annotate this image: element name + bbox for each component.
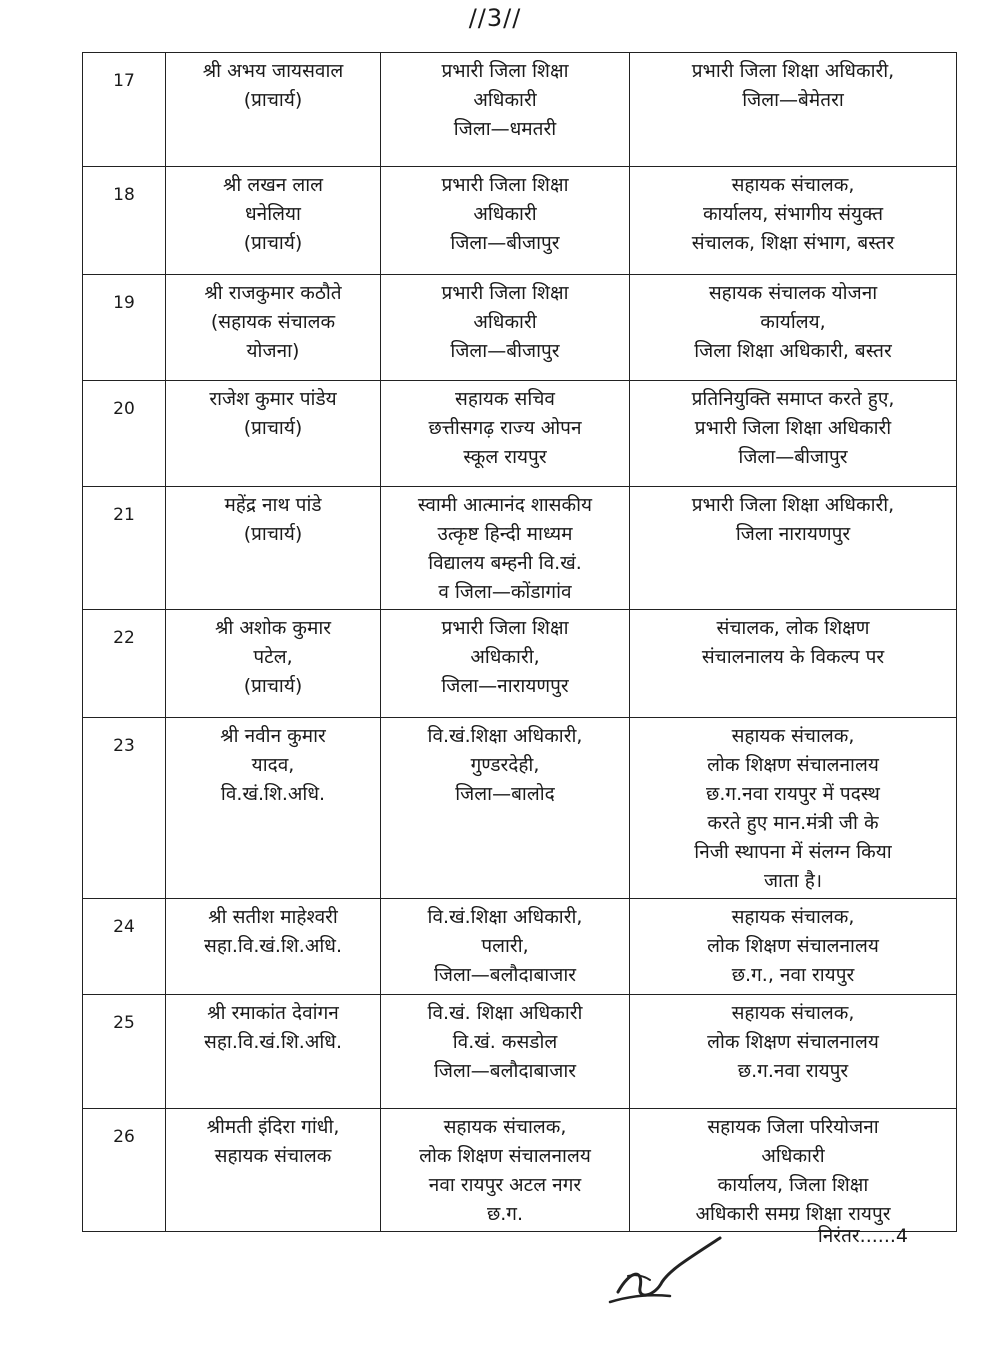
serial-number-cell: 26	[83, 1109, 166, 1232]
current-post-cell-line: पलारी,	[481, 935, 529, 957]
new-post-cell-line: कार्यालय, संभागीय संयुक्त	[702, 203, 884, 225]
new-post-cell-line: संचालक, शिक्षा संभाग, बस्तर	[691, 232, 895, 254]
current-post-cell	[381, 167, 630, 275]
new-post-cell-line: लोक शिक्षण संचालनालय	[707, 754, 879, 776]
current-post-cell-line: जिला—बालोद	[455, 783, 555, 805]
current-post-cell-line: अधिकारी	[473, 311, 537, 333]
new-post-cell	[630, 899, 957, 995]
new-post-cell-line: छ.ग.नवा रायपुर	[737, 1060, 849, 1082]
current-post-cell-line: प्रभारी जिला शिक्षा	[441, 174, 569, 196]
current-post-cell	[381, 381, 630, 487]
officer-name-cell-line: यादव,	[251, 754, 295, 776]
new-post-cell-line: लोक शिक्षण संचालनालय	[707, 1031, 879, 1053]
current-post-cell-line: अधिकारी,	[470, 646, 540, 668]
current-post-cell-line: छत्तीसगढ़ राज्य ओपन	[428, 417, 582, 439]
officer-name-cell-line: श्रीमती इंदिरा गांधी,	[206, 1116, 340, 1138]
current-post-cell-line: गुण्डरदेही,	[470, 754, 540, 776]
current-post-cell	[381, 995, 630, 1109]
current-post-cell-line: अधिकारी	[473, 89, 537, 111]
officer-name-cell-line: वि.खं.शि.अधि.	[220, 783, 326, 805]
new-post-cell-line: अधिकारी समग्र शिक्षा रायपुर	[695, 1203, 891, 1225]
current-post-cell-line: जिला—बीजापुर	[450, 340, 560, 362]
officer-name-cell-line: श्री सतीश माहेश्वरी	[208, 906, 338, 928]
table-row	[83, 381, 957, 487]
serial-number-cell: 25	[83, 995, 166, 1109]
table-body	[83, 53, 957, 1232]
current-post-cell-line: अधिकारी	[473, 203, 537, 225]
officer-name-cell-line: सहा.वि.खं.शि.अधि.	[203, 1031, 343, 1053]
officer-name-cell-line: राजेश कुमार पांडेय	[209, 388, 337, 410]
current-post-cell-line: उत्कृष्ट हिन्दी माध्यम	[437, 523, 573, 545]
new-post-cell-line: कार्यालय, जिला शिक्षा	[717, 1174, 869, 1196]
new-post-cell-line: छ.ग.नवा रायपुर में पदस्थ	[706, 783, 880, 805]
new-post-cell-line: प्रभारी जिला शिक्षा अधिकारी,	[691, 60, 895, 82]
new-post-cell-line: सहायक संचालक योजना	[708, 282, 878, 304]
officer-name-cell-line: सहायक संचालक	[214, 1145, 332, 1167]
current-post-cell-line: जिला—धमतरी	[453, 118, 557, 140]
current-post-cell-line: वि.खं.शिक्षा अधिकारी,	[427, 906, 583, 928]
officer-name-cell-line: श्री अभय जायसवाल	[202, 60, 344, 82]
new-post-cell	[630, 487, 957, 610]
current-post-cell-line: जिला—बलौदाबाजार	[433, 964, 577, 986]
table-row	[83, 995, 957, 1109]
table-row	[83, 53, 957, 167]
officer-name-cell-line: श्री नवीन कुमार	[220, 725, 326, 747]
current-post-cell-line: जिला—बीजापुर	[450, 232, 560, 254]
officer-name-cell	[166, 899, 381, 995]
current-post-cell-line: स्वामी आत्मानंद शासकीय	[417, 494, 593, 516]
current-post-cell	[381, 487, 630, 610]
new-post-cell-line: जिला—बीजापुर	[738, 446, 848, 468]
current-post-cell	[381, 53, 630, 167]
new-post-cell-line: संचालक, लोक शिक्षण	[716, 617, 870, 639]
officer-name-cell-line: योजना)	[246, 340, 300, 362]
new-post-cell-line: जिला—बेमेतरा	[742, 89, 844, 111]
officer-name-cell-line: महेंद्र नाथ पांडे	[224, 494, 322, 516]
serial-number-cell: 18	[83, 167, 166, 275]
table-row	[83, 275, 957, 381]
current-post-cell	[381, 899, 630, 995]
officer-name-cell-line: पटेल,	[253, 646, 293, 668]
transfer-table	[82, 52, 957, 1232]
officer-name-cell-line: (प्राचार्य)	[243, 675, 303, 697]
current-post-cell	[381, 275, 630, 381]
new-post-cell-line: लोक शिक्षण संचालनालय	[707, 935, 879, 957]
officer-name-cell-line: सहा.वि.खं.शि.अधि.	[203, 935, 343, 957]
officer-name-cell-line: (प्राचार्य)	[243, 232, 303, 254]
current-post-cell-line: सहायक संचालक,	[443, 1116, 567, 1138]
officer-name-cell-line: श्री राजकुमार कठौते	[204, 282, 342, 304]
new-post-cell	[630, 275, 957, 381]
serial-number-cell: 24	[83, 899, 166, 995]
serial-number-cell: 23	[83, 718, 166, 899]
serial-number-cell: 21	[83, 487, 166, 610]
new-post-cell-line: करते हुए मान.मंत्री जी के	[707, 812, 879, 834]
new-post-cell	[630, 1109, 957, 1232]
officer-name-cell	[166, 610, 381, 718]
officer-name-cell-line: (प्राचार्य)	[243, 523, 303, 545]
officer-name-cell	[166, 995, 381, 1109]
new-post-cell-line: सहायक जिला परियोजना	[707, 1116, 879, 1138]
new-post-cell-line: संचालनालय के विकल्प पर	[701, 646, 885, 668]
new-post-cell-line: प्रभारी जिला शिक्षा अधिकारी	[694, 417, 892, 439]
current-post-cell-line: व जिला—कोंडागांव	[438, 581, 572, 603]
officer-name-cell-line: श्री रमाकांत देवांगन	[207, 1002, 339, 1024]
new-post-cell-line: प्रतिनियुक्ति समाप्त करते हुए,	[691, 388, 895, 410]
continued-note: निरंतर......4	[817, 1225, 908, 1247]
new-post-cell-line: अधिकारी	[761, 1145, 825, 1167]
new-post-cell-line: सहायक संचालक,	[731, 174, 855, 196]
serial-number-cell: 20	[83, 381, 166, 487]
table-row	[83, 167, 957, 275]
current-post-cell-line: जिला—नारायणपुर	[441, 675, 569, 697]
current-post-cell-line: छ.ग.	[486, 1203, 524, 1225]
current-post-cell-line: प्रभारी जिला शिक्षा	[441, 60, 569, 82]
current-post-cell-line: वि.खं.शिक्षा अधिकारी,	[427, 725, 583, 747]
table-row	[83, 1109, 957, 1232]
officer-name-cell	[166, 381, 381, 487]
new-post-cell-line: जिला शिक्षा अधिकारी, बस्तर	[694, 340, 892, 362]
officer-name-cell-line: श्री लखन लाल	[222, 174, 324, 196]
current-post-cell-line: वि.खं. शिक्षा अधिकारी	[427, 1002, 583, 1024]
current-post-cell-line: नवा रायपुर अटल नगर	[428, 1174, 582, 1196]
current-post-cell-line: स्कूल रायपुर	[463, 446, 547, 468]
officer-name-cell	[166, 167, 381, 275]
current-post-cell-line: वि.खं. कसडोल	[452, 1031, 558, 1053]
officer-name-cell	[166, 718, 381, 899]
current-post-cell-line: विद्यालय बम्हनी वि.खं.	[428, 552, 582, 574]
officer-name-cell-line: (प्राचार्य)	[243, 417, 303, 439]
serial-number-cell: 19	[83, 275, 166, 381]
officer-name-cell	[166, 1109, 381, 1232]
current-post-cell-line: प्रभारी जिला शिक्षा	[441, 617, 569, 639]
new-post-cell	[630, 381, 957, 487]
table-row	[83, 610, 957, 718]
current-post-cell-line: लोक शिक्षण संचालनालय	[419, 1145, 591, 1167]
new-post-cell-line: निजी स्थापना में संलग्न किया	[694, 841, 892, 863]
serial-number-cell: 22	[83, 610, 166, 718]
new-post-cell-line: जाता है।	[763, 870, 823, 892]
page-number: //3//	[468, 4, 522, 32]
current-post-cell-line: प्रभारी जिला शिक्षा	[441, 282, 569, 304]
current-post-cell	[381, 610, 630, 718]
current-post-cell-line: जिला—बलौदाबाजार	[433, 1060, 577, 1082]
new-post-cell	[630, 167, 957, 275]
officer-name-cell-line: श्री अशोक कुमार	[214, 617, 332, 639]
new-post-cell-line: जिला नारायणपुर	[735, 523, 851, 545]
new-post-cell	[630, 718, 957, 899]
officer-name-cell	[166, 275, 381, 381]
new-post-cell-line: सहायक संचालक,	[731, 725, 855, 747]
new-post-cell	[630, 53, 957, 167]
new-post-cell-line: प्रभारी जिला शिक्षा अधिकारी,	[691, 494, 895, 516]
new-post-cell-line: छ.ग., नवा रायपुर	[731, 964, 855, 986]
current-post-cell	[381, 1109, 630, 1232]
officer-name-cell-line: धनेलिया	[245, 203, 301, 225]
table-row	[83, 899, 957, 995]
new-post-cell	[630, 610, 957, 718]
signature-mark	[600, 1230, 730, 1310]
current-post-cell-line: सहायक सचिव	[455, 388, 555, 410]
new-post-cell-line: सहायक संचालक,	[731, 906, 855, 928]
officer-name-cell-line: (सहायक संचालक	[210, 311, 336, 333]
current-post-cell	[381, 718, 630, 899]
new-post-cell-line: सहायक संचालक,	[731, 1002, 855, 1024]
table-row	[83, 718, 957, 899]
serial-number-cell: 17	[83, 53, 166, 167]
table-row	[83, 487, 957, 610]
new-post-cell-line: कार्यालय,	[760, 311, 826, 333]
officer-name-cell	[166, 487, 381, 610]
officer-name-cell-line: (प्राचार्य)	[243, 89, 303, 111]
new-post-cell	[630, 995, 957, 1109]
officer-name-cell	[166, 53, 381, 167]
